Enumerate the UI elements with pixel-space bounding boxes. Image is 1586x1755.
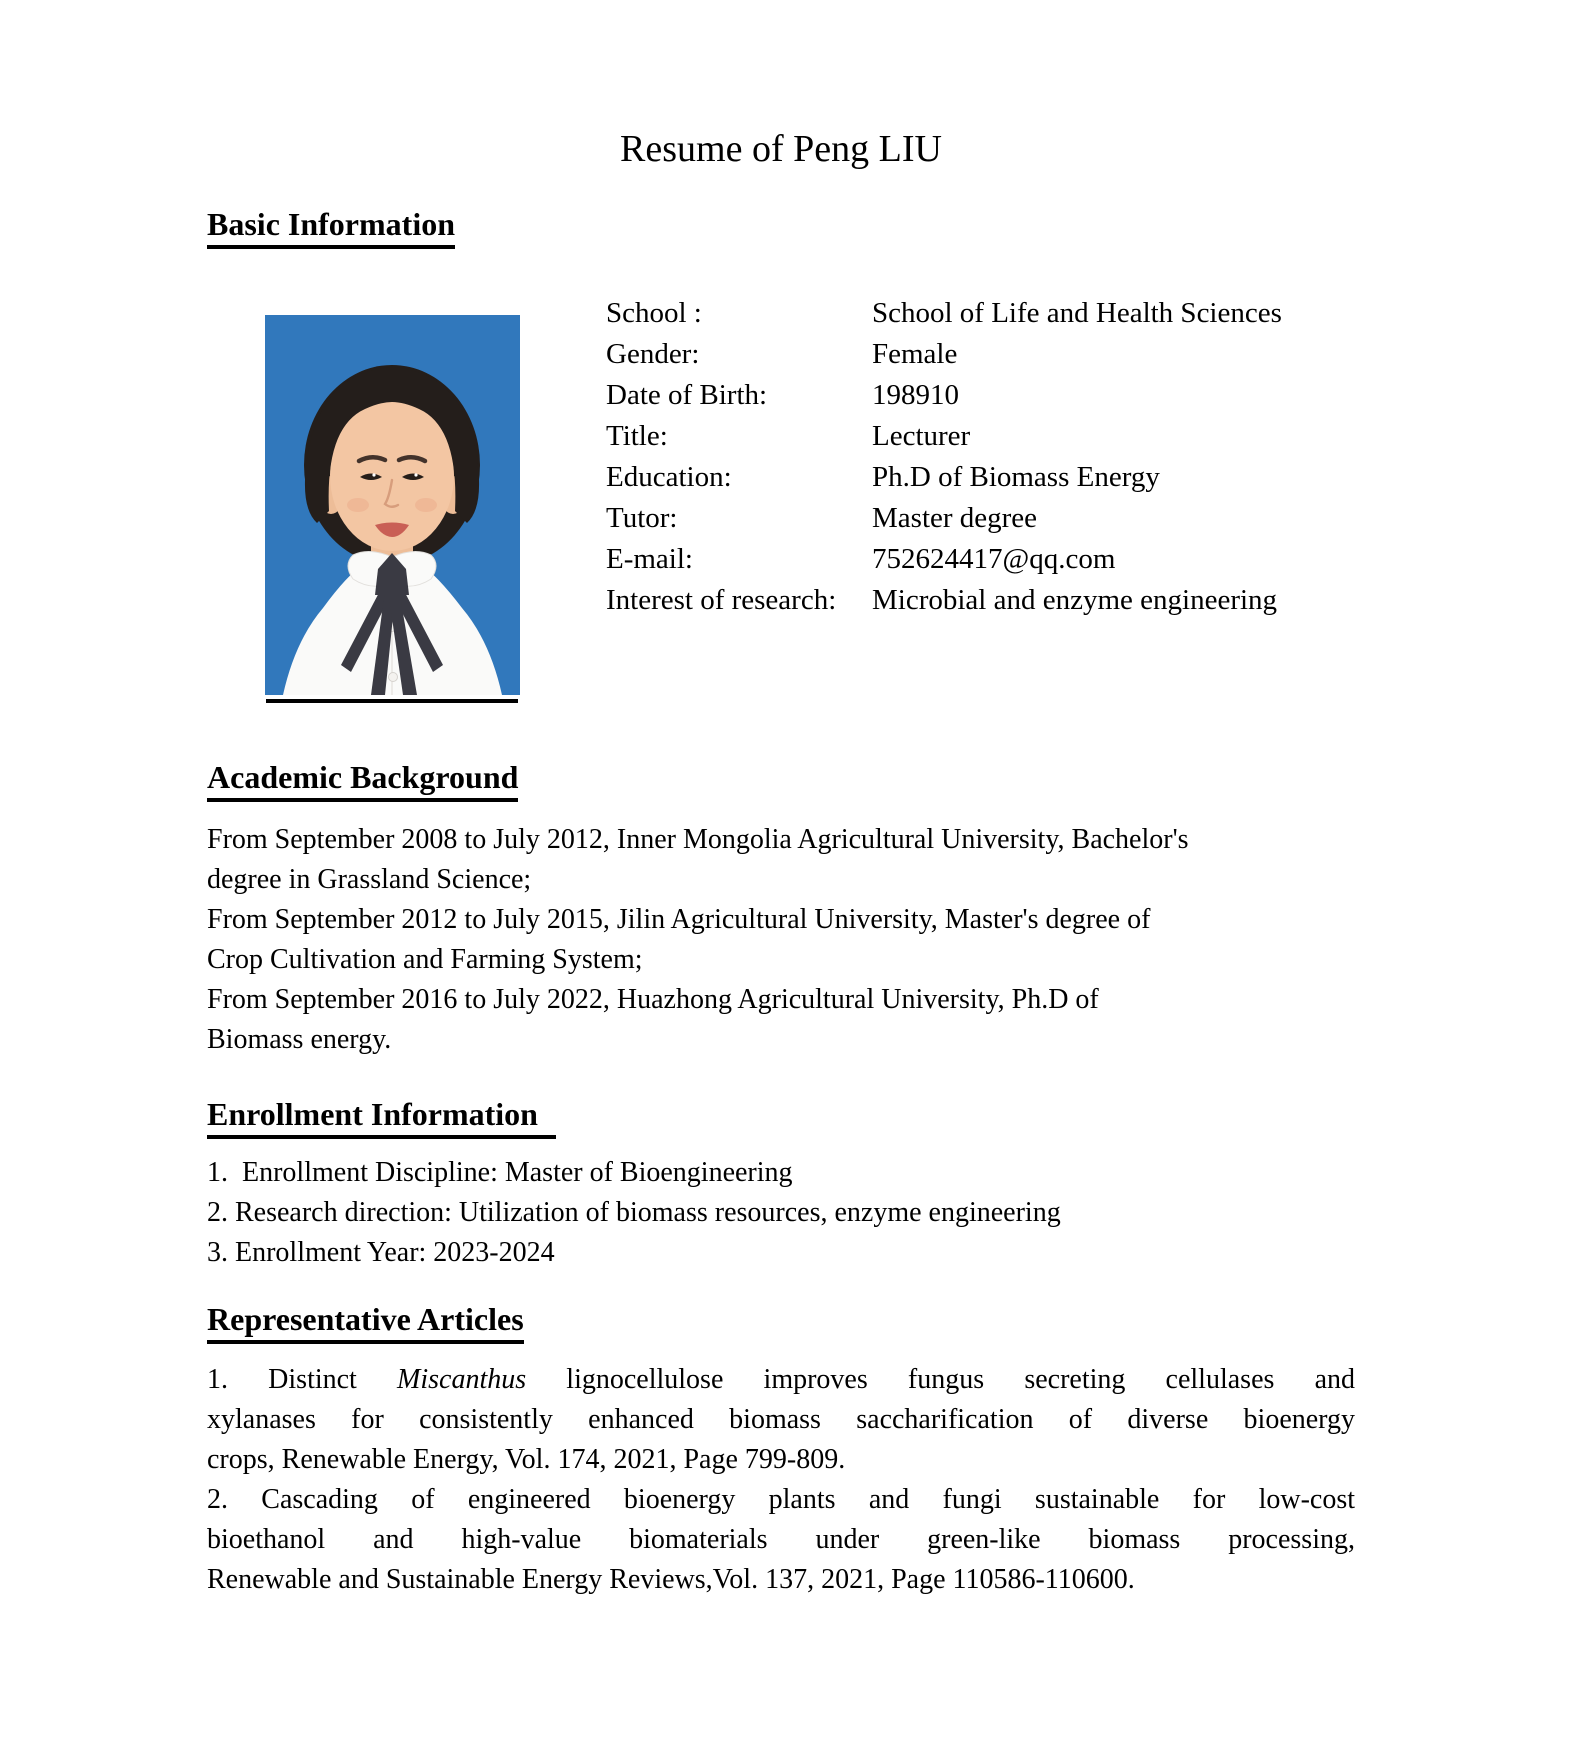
academic-line: From September 2012 to July 2015, Jilin Agricultural University, Master's degree of bbox=[207, 904, 1151, 935]
blush-left bbox=[347, 498, 369, 512]
enrollment-item: 3. Enrollment Year: 2023-2024 bbox=[207, 1237, 555, 1268]
academic-line: degree in Grassland Science; bbox=[207, 864, 532, 895]
field-label-research-interest: Interest of research: bbox=[606, 584, 837, 616]
eye-highlight-right bbox=[414, 473, 417, 476]
academic-line: From September 2008 to July 2012, Inner Mongolia Agricultural University, Bachelor's bbox=[207, 824, 1189, 855]
enrollment-item: 2. Research direction: Utilization of biomass resources, enzyme engineering bbox=[207, 1197, 1061, 1228]
article-2-line: bioethanol and high-value biomaterials under green-like biomass processing, bbox=[207, 1524, 1355, 1555]
field-value-email: 752624417@qq.com bbox=[872, 543, 1116, 575]
representative-articles-text bbox=[207, 1360, 1355, 1600]
field-label-gender: Gender: bbox=[606, 338, 700, 370]
profile-photo-illustration bbox=[265, 315, 520, 695]
field-value-gender: Female bbox=[872, 338, 958, 370]
field-label-email: E-mail: bbox=[606, 543, 693, 575]
basic-info-table bbox=[606, 293, 1282, 621]
heading-academic-background: Academic Background bbox=[207, 759, 1355, 802]
blush-right bbox=[415, 498, 437, 512]
profile-photo bbox=[265, 315, 520, 695]
field-label-date-of-birth: Date of Birth: bbox=[606, 379, 768, 411]
field-value-research-interest: Microbial and enzyme engineering bbox=[872, 584, 1278, 616]
heading-enrollment-information: Enrollment Information bbox=[207, 1096, 1355, 1139]
academic-background-text bbox=[207, 820, 1355, 1060]
academic-line: From September 2016 to July 2022, Huazhong Agricultural University, Ph.D of bbox=[207, 984, 1099, 1015]
heading-representative-articles: Representative Articles bbox=[207, 1301, 1355, 1344]
article-2-line: 2. Cascading of engineered bioenergy plants and fungi sustainable for low-cost bbox=[207, 1484, 1355, 1515]
field-value-title: Lecturer bbox=[872, 420, 971, 452]
article-2-line: Renewable and Sustainable Energy Reviews,Vol. 137, 2021, Page 110586-110600. bbox=[207, 1564, 1135, 1595]
article-italic-species: Miscanthus bbox=[397, 1364, 527, 1395]
field-value-school: School of Life and Health Sciences bbox=[872, 297, 1282, 329]
field-value-date-of-birth: 198910 bbox=[872, 379, 959, 411]
academic-line: Biomass energy. bbox=[207, 1024, 392, 1055]
field-value-education: Ph.D of Biomass Energy bbox=[872, 461, 1160, 493]
article-1-line: 1. Distinct Miscanthus lignocellulose improves fungus secreting cellulases and bbox=[207, 1364, 1355, 1395]
academic-line: Crop Cultivation and Farming System; bbox=[207, 944, 643, 975]
basic-information-section bbox=[207, 249, 1355, 709]
enrollment-information-list bbox=[207, 1153, 1355, 1273]
field-label-education: Education: bbox=[606, 461, 732, 493]
field-label-school: School : bbox=[606, 297, 702, 329]
shirt-button bbox=[389, 673, 398, 682]
photo-underline bbox=[266, 699, 518, 703]
field-value-tutor: Master degree bbox=[872, 502, 1038, 534]
eye-highlight-left bbox=[372, 473, 375, 476]
article-1-line: crops, Renewable Energy, Vol. 174, 2021, Page 799-809. bbox=[207, 1444, 846, 1475]
article-1-line: xylanases for consistently enhanced biomass saccharification of diverse bioenergy bbox=[207, 1404, 1355, 1435]
field-label-title: Title: bbox=[606, 420, 668, 452]
enrollment-item: 1. Enrollment Discipline: Master of Bioengineering bbox=[207, 1157, 793, 1188]
page-title: Resume of Peng LIU bbox=[620, 128, 942, 170]
field-label-tutor: Tutor: bbox=[606, 502, 678, 534]
heading-basic-information: Basic Information bbox=[207, 206, 1355, 249]
